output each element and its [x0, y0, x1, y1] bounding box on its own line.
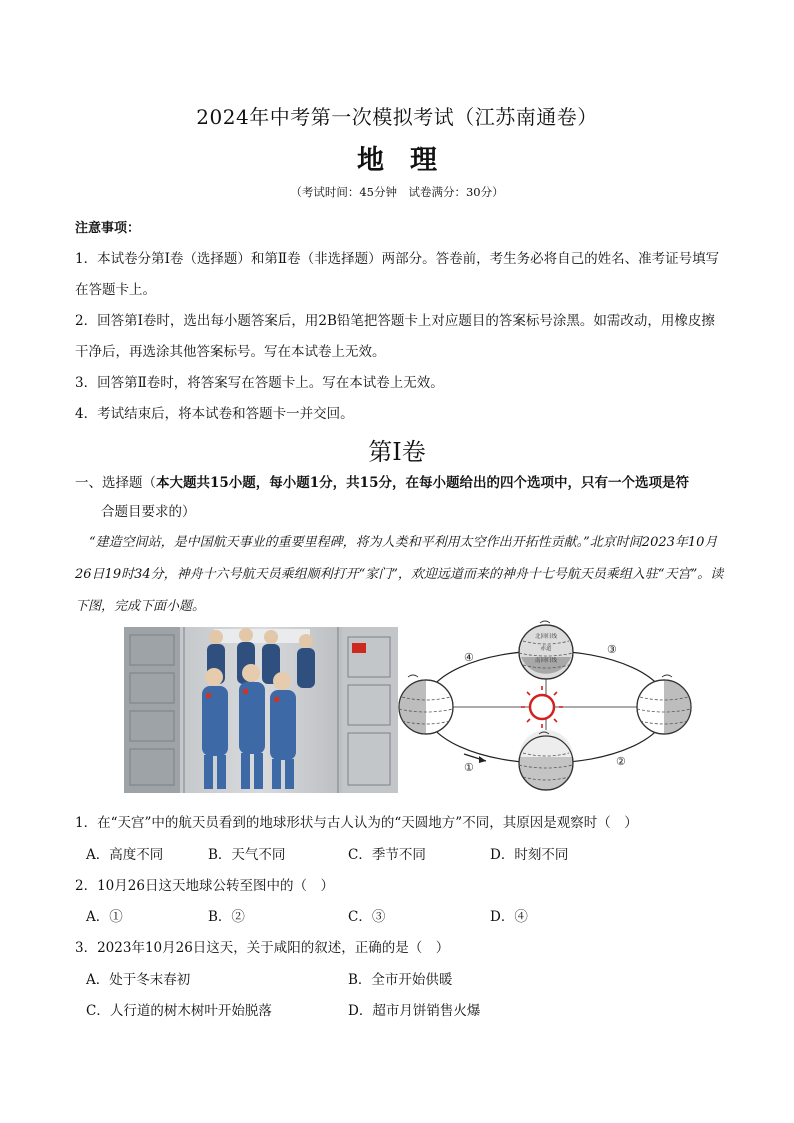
position-label-1: ① [464, 761, 474, 774]
earth-right-icon [637, 680, 691, 734]
q1-option-b[interactable]: B．天气不同 [208, 847, 286, 863]
tropic-north-label: 北回归线 [534, 634, 558, 640]
section-prefix: 一、选择题（ [75, 475, 156, 491]
position-label-2: ② [616, 755, 626, 768]
q3-option-c[interactable]: C．人行道的树木树叶开始脱落 [86, 1003, 272, 1019]
question-1: 1．在“天宫”中的航天员看到的地球形状与古人认为的“天圆地方”不同，其原因是观察时（ ） [75, 815, 638, 831]
question-2: 2．10月26日这天地球公转至图中的（ ） [75, 878, 334, 894]
earth-left-icon [399, 680, 453, 734]
section-line-2: 合题目要求的） [101, 504, 196, 520]
note-item: 1．本试卷分第Ⅰ卷（选择题）和第Ⅱ卷（非选择题）两部分。答卷前，考生务必将自己的姓名、准考证号填写在答题卡上。 [75, 251, 720, 298]
section-line-1 [75, 469, 730, 498]
earth-orbit-diagram [394, 617, 702, 793]
note-item: 2．回答第Ⅰ卷时，选出每小题答案后，用2B铅笔把答题卡上对应题目的答案标号涂黑。如需改动，用橡皮擦干净后，再选涂其他答案标号。写在本试卷上无效。 [75, 313, 715, 360]
q3-option-d[interactable]: D．超市月饼销售火爆 [348, 1003, 481, 1019]
exam-info: （考试时间：45分钟 试卷满分：30分） [290, 185, 504, 199]
q2-option-a[interactable]: A．① [86, 909, 123, 925]
q1-option-d[interactable]: D．时刻不同 [490, 847, 569, 863]
q2-option-b[interactable]: B．② [208, 909, 245, 925]
subject-title: 地理 [357, 145, 463, 176]
section-instructions [75, 469, 730, 527]
position-label-3: ③ [607, 643, 617, 656]
tropic-south-label: 南回归线 [534, 658, 558, 664]
section-bold-text: 本大题共15小题，每小题1分，共15分，在每小题给出的四个选项中，只有一个选项是符 [156, 475, 689, 491]
equator-label: 赤道 [540, 646, 552, 652]
q1-option-c[interactable]: C．季节不同 [348, 847, 426, 863]
q3-option-a[interactable]: A．处于冬末春初 [86, 972, 191, 988]
note-item: 3．回答第Ⅱ卷时，将答案写在答题卡上。写在本试卷上无效。 [75, 375, 444, 391]
reading-passage: “建造空间站，是中国航天事业的重要里程碑，将为人类和平利用太空作出开拓性贡献。”北京时间2023年10月26日19时34分，神舟十六号航天员乘组顺利打开“家门”，欢迎远道而来的神舟十七号航天员乘组入驻“天宫”。读下图，完成下面小题。 [75, 535, 724, 614]
earth-bottom-icon [519, 730, 573, 790]
notes-list [75, 244, 725, 430]
q1-option-a[interactable]: A．高度不同 [86, 847, 164, 863]
question-3: 3．2023年10月26日这天，关于咸阳的叙述，正确的是（ ） [75, 940, 450, 956]
exam-title: 2024年中考第一次模拟考试（江苏南通卷） [196, 105, 598, 129]
q2-option-c[interactable]: C．③ [348, 909, 386, 925]
q2-option-d[interactable]: D．④ [490, 909, 528, 925]
earth-top-icon [519, 625, 573, 679]
space-station-photo [124, 627, 398, 793]
part-title: 第Ⅰ卷 [368, 438, 426, 466]
position-label-4: ④ [464, 651, 474, 664]
notes-heading: 注意事项： [75, 221, 141, 236]
note-item: 4．考试结束后，将本试卷和答题卡一并交回。 [75, 406, 354, 422]
q3-option-b[interactable]: B．全市开始供暖 [348, 972, 453, 988]
